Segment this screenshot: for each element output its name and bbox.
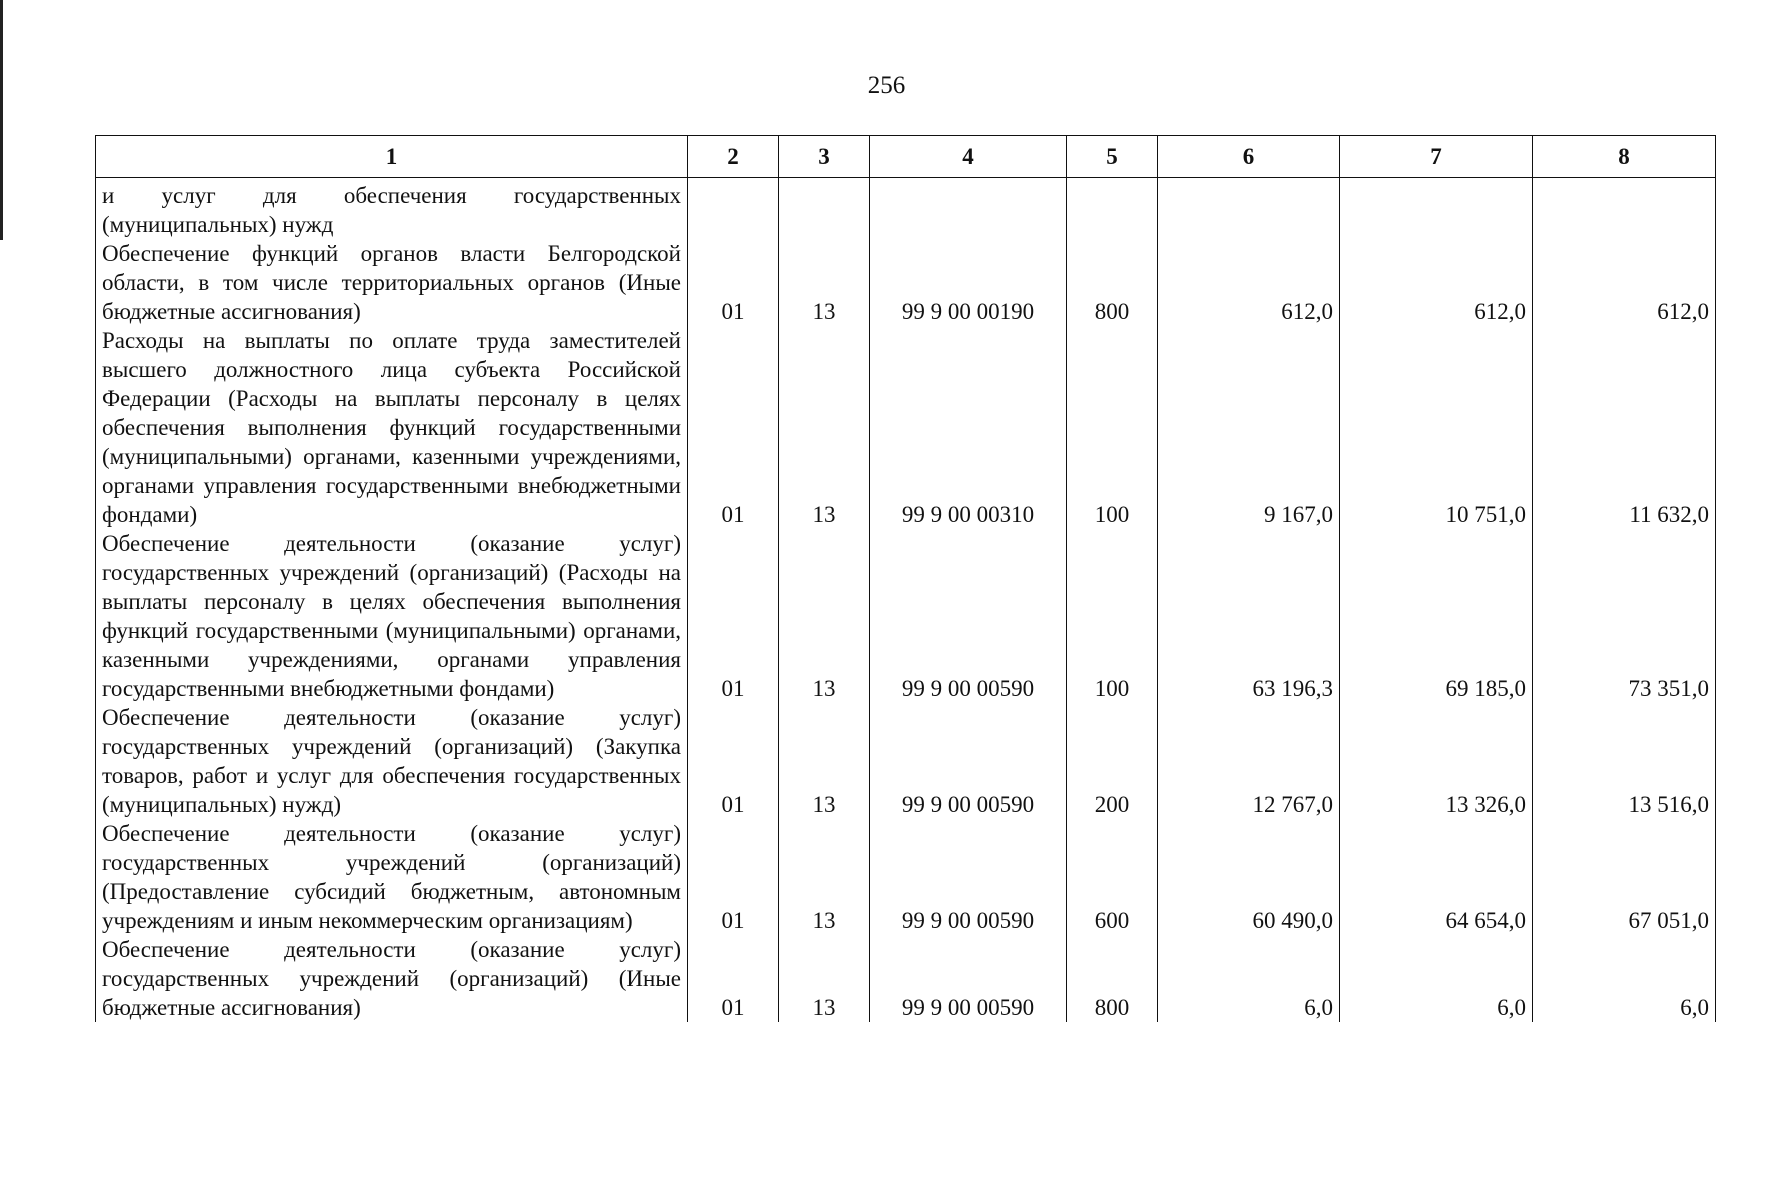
cell-amount-7: 64 654,0 [1340, 819, 1533, 935]
cell-subsection: 13 [779, 703, 870, 819]
cell-section: 01 [688, 529, 779, 703]
cell-subsection: 13 [779, 935, 870, 1022]
column-header: 6 [1158, 136, 1340, 178]
cell-section: 01 [688, 819, 779, 935]
cell-target-code: 99 9 00 00190 [870, 239, 1067, 326]
table-row [96, 178, 1716, 240]
cell-amount-7 [1340, 178, 1533, 240]
cell-target-code: 99 9 00 00590 [870, 935, 1067, 1022]
table-row [96, 529, 1716, 703]
cell-expense-type: 200 [1067, 703, 1158, 819]
cell-section: 01 [688, 326, 779, 529]
cell-target-code: 99 9 00 00310 [870, 326, 1067, 529]
row-description: Обеспечение деятельности (оказание услуг) государственных учреждений (организаций) (Закупка товаров, работ и услуг для обеспечения государственных (муниципальных) нужд) [96, 703, 688, 819]
column-header: 5 [1067, 136, 1158, 178]
cell-expense-type: 800 [1067, 239, 1158, 326]
cell-amount-6: 612,0 [1158, 239, 1340, 326]
cell-section: 01 [688, 935, 779, 1022]
cell-target-code: 99 9 00 00590 [870, 703, 1067, 819]
cell-subsection: 13 [779, 529, 870, 703]
column-header: 8 [1533, 136, 1716, 178]
cell-amount-8: 6,0 [1533, 935, 1716, 1022]
cell-subsection: 13 [779, 239, 870, 326]
cell-expense-type: 800 [1067, 935, 1158, 1022]
row-description: Расходы на выплаты по оплате труда заместителей высшего должностного лица субъекта Российской Федерации (Расходы на выплаты персоналу в целях обеспечения выполнения функций государственными (муниципальными) органами, казенными учреждениями, органами управления государственными внебюджетными фондами) [96, 326, 688, 529]
column-header: 2 [688, 136, 779, 178]
column-header: 3 [779, 136, 870, 178]
column-header: 7 [1340, 136, 1533, 178]
cell-expense-type: 100 [1067, 529, 1158, 703]
cell-amount-7: 13 326,0 [1340, 703, 1533, 819]
cell-expense-type [1067, 178, 1158, 240]
row-description: Обеспечение функций органов власти Белгородской области, в том числе территориальных органов (Иные бюджетные ассигнования) [96, 239, 688, 326]
cell-target-code: 99 9 00 00590 [870, 529, 1067, 703]
cell-expense-type: 600 [1067, 819, 1158, 935]
budget-table [95, 135, 1716, 1022]
row-description: Обеспечение деятельности (оказание услуг) государственных учреждений (организаций) (Предоставление субсидий бюджетным, автономным учреждениям и иным некоммерческим организациям) [96, 819, 688, 935]
cell-target-code [870, 178, 1067, 240]
scan-edge-mark [0, 0, 3, 240]
cell-amount-8 [1533, 178, 1716, 240]
cell-amount-6 [1158, 178, 1340, 240]
cell-section: 01 [688, 703, 779, 819]
cell-amount-8: 11 632,0 [1533, 326, 1716, 529]
cell-amount-6: 12 767,0 [1158, 703, 1340, 819]
table-header-row [96, 136, 1716, 178]
cell-amount-8: 612,0 [1533, 239, 1716, 326]
row-description: Обеспечение деятельности (оказание услуг) государственных учреждений (организаций) (Расходы на выплаты персоналу в целях обеспечения выполнения функций государственными (муниципальными) органами, казенными учреждениями, органами управления государственными внебюджетными фондами) [96, 529, 688, 703]
cell-subsection: 13 [779, 326, 870, 529]
cell-amount-8: 13 516,0 [1533, 703, 1716, 819]
cell-amount-7: 69 185,0 [1340, 529, 1533, 703]
cell-subsection: 13 [779, 819, 870, 935]
cell-section [688, 178, 779, 240]
cell-section: 01 [688, 239, 779, 326]
cell-amount-8: 67 051,0 [1533, 819, 1716, 935]
row-description: и услуг для обеспечения государственных (муниципальных) нужд [96, 178, 688, 240]
cell-amount-6: 60 490,0 [1158, 819, 1340, 935]
table-row [96, 935, 1716, 1022]
cell-amount-6: 6,0 [1158, 935, 1340, 1022]
table-row [96, 819, 1716, 935]
cell-expense-type: 100 [1067, 326, 1158, 529]
cell-amount-7: 6,0 [1340, 935, 1533, 1022]
table-row [96, 703, 1716, 819]
cell-amount-7: 10 751,0 [1340, 326, 1533, 529]
column-header: 4 [870, 136, 1067, 178]
page-number: 256 [867, 72, 906, 99]
cell-amount-8: 73 351,0 [1533, 529, 1716, 703]
cell-target-code: 99 9 00 00590 [870, 819, 1067, 935]
column-header: 1 [96, 136, 688, 178]
cell-amount-6: 9 167,0 [1158, 326, 1340, 529]
cell-amount-7: 612,0 [1340, 239, 1533, 326]
cell-amount-6: 63 196,3 [1158, 529, 1340, 703]
row-description: Обеспечение деятельности (оказание услуг) государственных учреждений (организаций) (Иные бюджетные ассигнования) [96, 935, 688, 1022]
table-row [96, 326, 1716, 529]
cell-subsection [779, 178, 870, 240]
table-row [96, 239, 1716, 326]
